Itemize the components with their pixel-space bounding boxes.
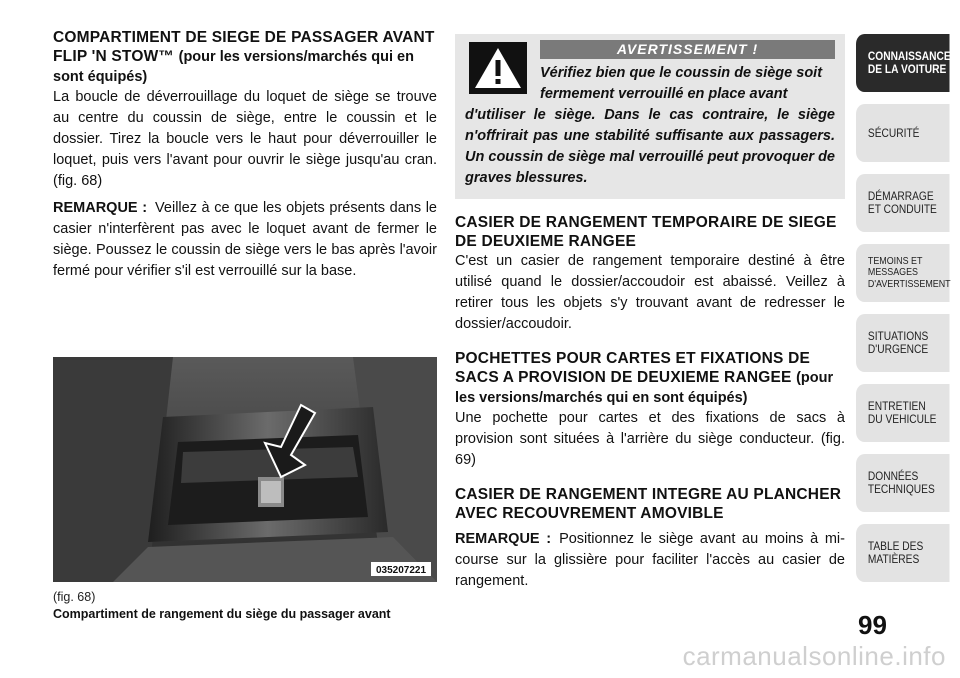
remark-label: REMARQUE : <box>455 531 552 547</box>
tab-table-des-matieres[interactable]: TABLE DES MATIÈRES <box>856 524 950 582</box>
tab-situations[interactable]: SITUATIONS D'URGENCE <box>856 314 950 372</box>
warning-text: Vérifiez bien que le coussin de siège soit fermement verrouillé en place avant d'utiliser le siège. Dans le cas contraire, le siège n'offrirait pas une stabilité suffisante aux passagers. Un coussin de siège mal verrouillé peut provoquer de graves blessures. <box>465 65 835 186</box>
tab-securite[interactable]: SÉCURITÉ <box>856 104 950 162</box>
left-column <box>53 28 437 282</box>
body-paragraph: La boucle de déverrouillage du loquet de siège se trouve au centre du coussin de siège, entre le coussin et le dossier. Tirez la boucle vers le haut pour déverrouiller le loquet, puis vers l'avant pour ouvrir le siège jusqu'au cran. (fig. 68) <box>53 89 437 189</box>
figure-68-photo <box>53 357 437 582</box>
tab-temoins[interactable]: TEMOINS ET MESSAGES D'AVERTISSEMENT <box>856 244 950 302</box>
warning-box <box>455 34 845 199</box>
tab-demarrage[interactable]: DÉMARRAGE ET CONDUITE <box>856 174 950 232</box>
remark-paragraph: REMARQUE : Positionnez le siège avant au moins à mi-course sur la glissière pour faciliter l'accès au casier de rangement. <box>455 531 845 589</box>
right-column <box>455 34 845 592</box>
body-paragraph: C'est un casier de rangement temporaire destiné à être utilisé quand le dossier/accoudoir est abaissé. Veillez à retirer tous les objets s'y trouvant avant de redresser le dossier/accoudoir. <box>455 253 845 332</box>
warning-triangle-icon <box>469 42 527 94</box>
figure-code: 035207221 <box>375 565 427 576</box>
page-number: 99 <box>858 610 887 640</box>
section-heading-map-pockets: POCHETTES POUR CARTES ET FIXATIONS DE SACS A PROVISION DE DEUXIEME RANGEE (pour les versions/marchés qui en sont équipés) <box>455 350 834 406</box>
warning-title: AVERTISSEMENT ! <box>540 40 835 59</box>
tab-connaissance[interactable]: CONNAISSANCE DE LA VOITURE <box>856 34 950 92</box>
remark-paragraph: REMARQUE : Veillez à ce que les objets présents dans le casier n'interfèrent pas avec le loquet avant de fermer le siège. Poussez le coussin de siège vers le bas après l'avoir fermé pour vérifier s'il est verrouillé sur la base. <box>53 200 437 279</box>
body-paragraph: Une pochette pour cartes et des fixations de sacs à provision sont situées à l'arrière du siège conducteur. (fig. 69) <box>455 410 845 468</box>
remark-label: REMARQUE : <box>53 200 148 216</box>
figure-label: (fig. 68) <box>53 590 96 604</box>
tab-entretien[interactable]: ENTRETIEN DU VEHICULE <box>856 384 950 442</box>
section-heading-temporary-storage: CASIER DE RANGEMENT TEMPORAIRE DE SIEGE DE DEUXIEME RANGEE <box>455 214 837 250</box>
watermark: carmanualsonline.info <box>682 641 946 671</box>
figure-caption: Compartiment de rangement du siège du passager avant <box>53 607 391 621</box>
chapter-sidebar <box>856 34 960 594</box>
section-heading-flip-n-stow: COMPARTIMENT DE SIEGE DE PASSAGER AVANT FLIP 'N STOW™ (pour les versions/marchés qui en sont équipés) <box>53 29 435 85</box>
tab-donnees[interactable]: DONNÉES TECHNIQUES <box>856 454 950 512</box>
section-heading-floor-storage: CASIER DE RANGEMENT INTEGRE AU PLANCHER AVEC RECOUVREMENT AMOVIBLE <box>455 486 842 522</box>
